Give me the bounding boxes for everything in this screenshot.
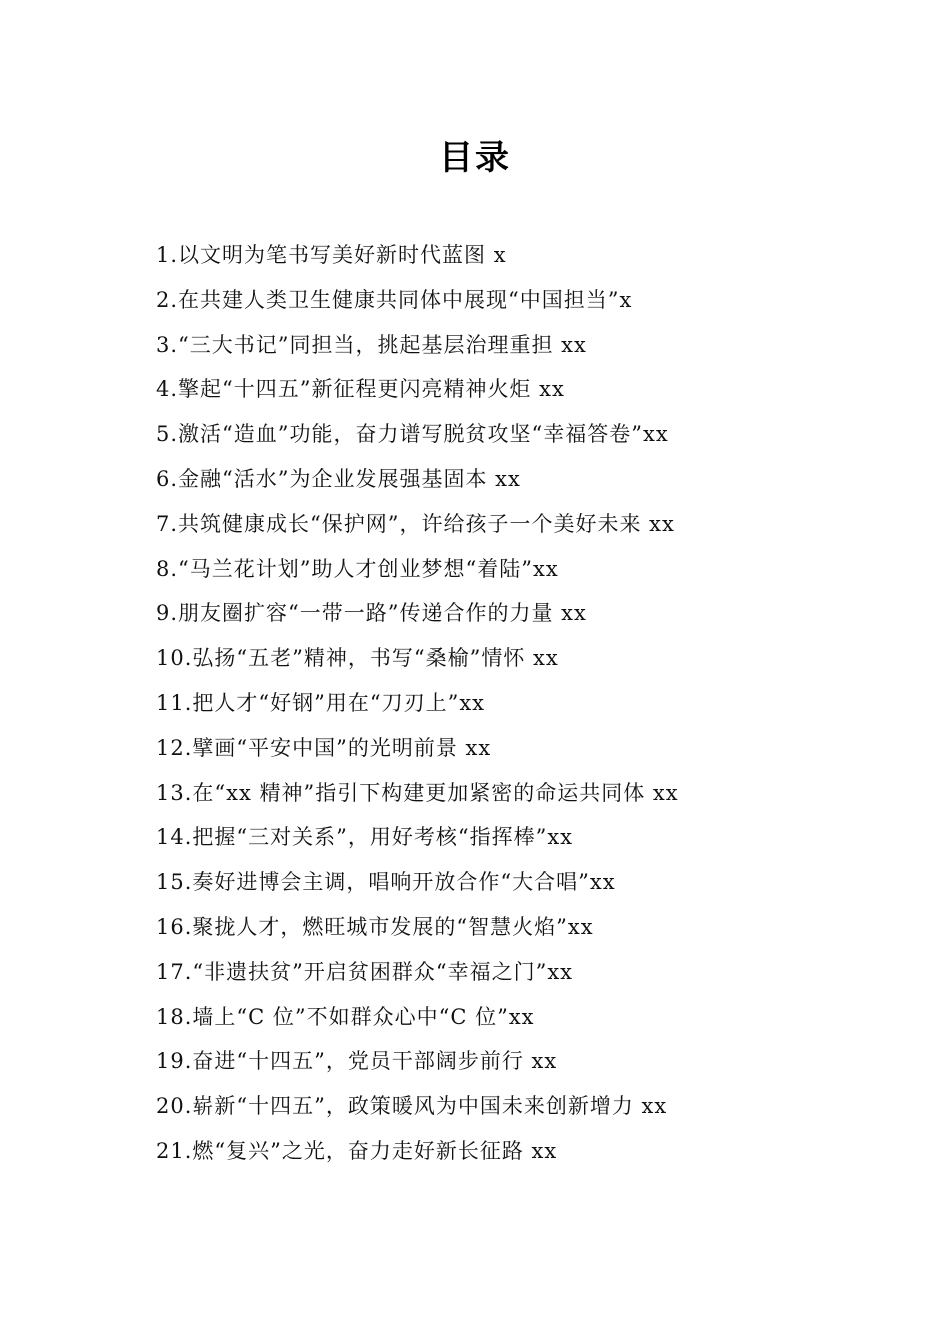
toc-entry: 5.激活“造血”功能，奋力谱写脱贫攻坚“幸福答卷”xx bbox=[156, 422, 669, 447]
table-of-contents bbox=[156, 233, 836, 1174]
toc-entry: 16.聚拢人才，燃旺城市发展的“智慧火焰”xx bbox=[156, 914, 594, 939]
toc-entry: 4.擎起“十四五”新征程更闪亮精神火炬 xx bbox=[156, 377, 565, 402]
toc-entry: 14.把握“三对关系”，用好考核“指挥棒”xx bbox=[156, 825, 574, 850]
toc-entry: 11.把人才“好钢”用在“刀刃上”xx bbox=[156, 690, 486, 715]
toc-entry: 9.朋友圈扩容“一带一路”传递合作的力量 xx bbox=[156, 601, 587, 626]
toc-entry: 12.擘画“平安中国”的光明前景 xx bbox=[156, 735, 492, 760]
toc-entry: 21.燃“复兴”之光，奋力走好新长征路 xx bbox=[156, 1138, 558, 1163]
toc-entry: 10.弘扬“五老”精神，书写“桑榆”情怀 xx bbox=[156, 646, 559, 671]
toc-entry: 19.奋进“十四五”，党员干部阔步前行 xx bbox=[156, 1049, 558, 1074]
page-title: 目录 bbox=[439, 138, 511, 178]
toc-entry: 15.奏好进博会主调，唱响开放合作“大合唱”xx bbox=[156, 870, 616, 895]
toc-entry: 8.“马兰花计划”助人才创业梦想“着陆”xx bbox=[156, 556, 559, 581]
toc-entry: 13.在“xx 精神”指引下构建更加紧密的命运共同体 xx bbox=[156, 780, 679, 805]
toc-entry: 20.崭新“十四五”，政策暖风为中国未来创新增力 xx bbox=[156, 1094, 668, 1119]
toc-entry: 7.共筑健康成长“保护网”，许给孩子一个美好未来 xx bbox=[156, 511, 675, 536]
toc-entry: 17.“非遗扶贫”开启贫困群众“幸福之门”xx bbox=[156, 959, 574, 984]
toc-entry: 18.墙上“C 位”不如群众心中“C 位”xx bbox=[156, 1004, 535, 1029]
toc-entry: 1.以文明为笔书写美好新时代蓝图 x bbox=[156, 243, 507, 267]
toc-entry: 3.“三大书记”同担当，挑起基层治理重担 xx bbox=[156, 332, 587, 357]
toc-entry: 6.金融“活水”为企业发展强基固本 xx bbox=[156, 466, 521, 491]
toc-entry: 2.在共建人类卫生健康共同体中展现“中国担当”x bbox=[156, 287, 633, 312]
